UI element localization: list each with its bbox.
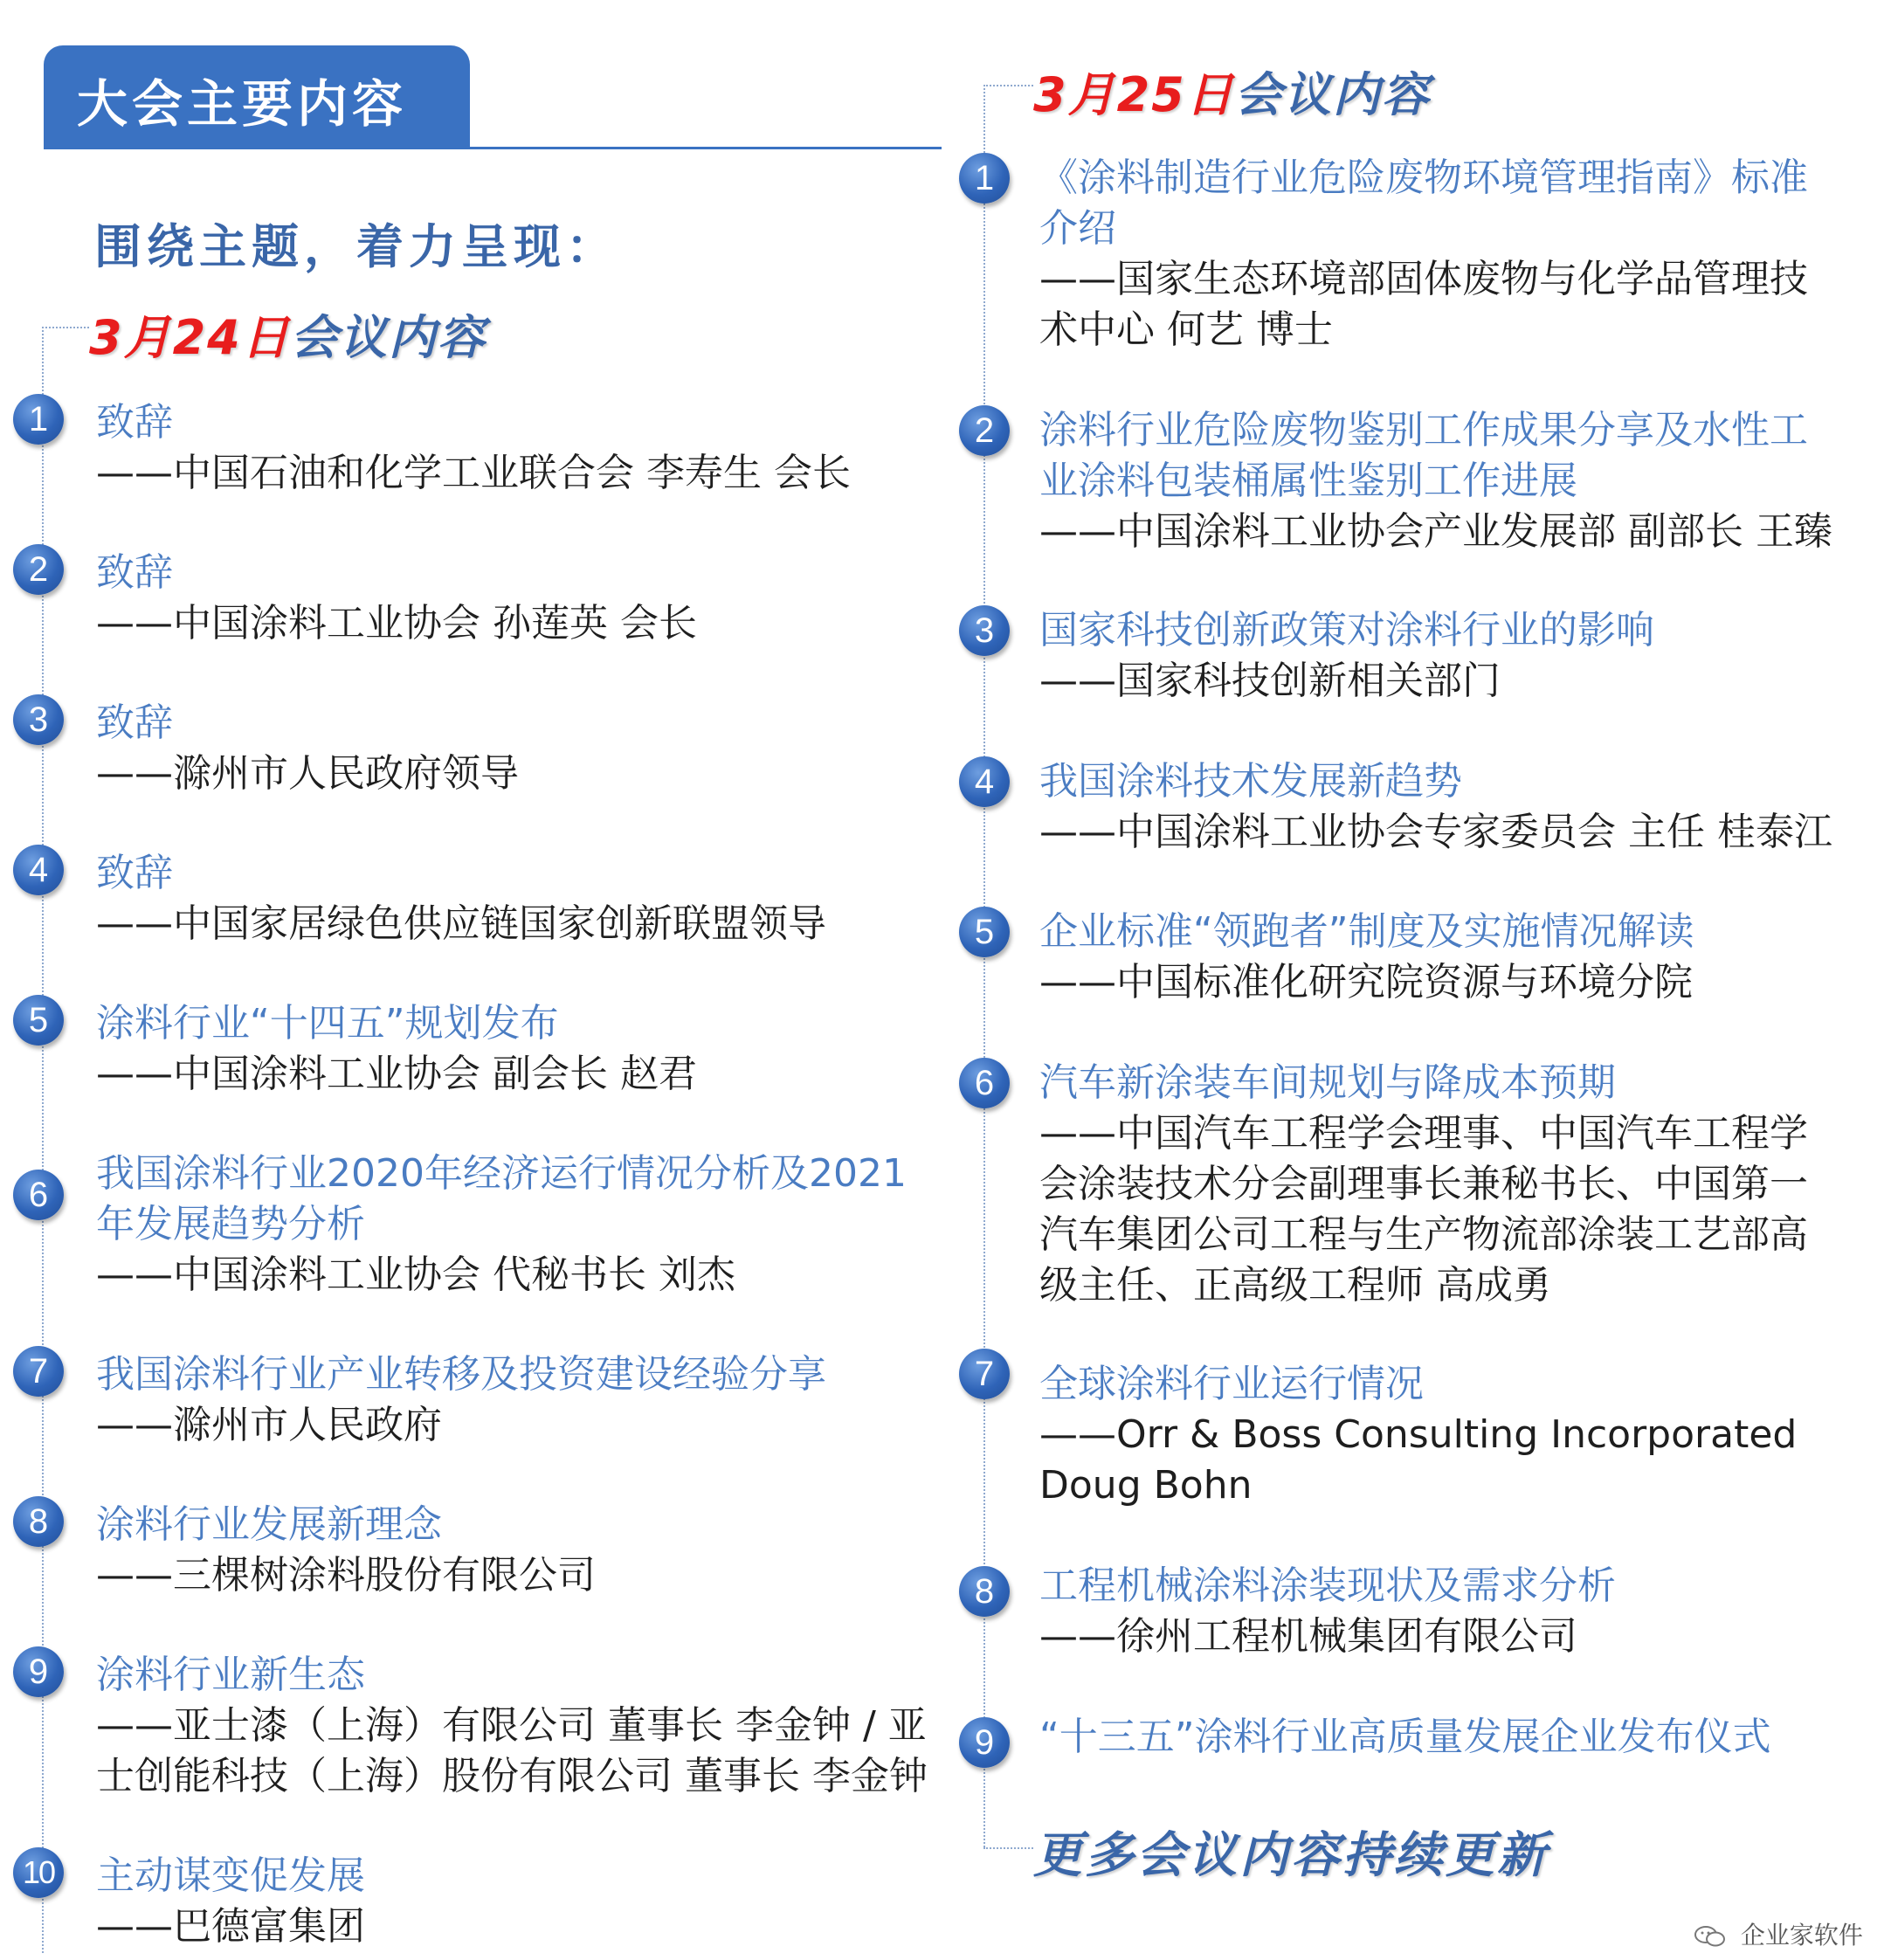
item-speaker: ——中国涂料工业协会专家委员会 主任 桂泰江: [1039, 810, 1832, 854]
item-number-badge: 4: [959, 756, 1010, 807]
item-number-badge: 6: [13, 1170, 64, 1220]
item-speaker: ——国家生态环境部固体废物与化学品管理技术中心 何艺 博士: [1039, 257, 1808, 352]
item-title: 涂料行业“十四五”规划发布: [96, 1001, 559, 1046]
item-number-badge: 9: [959, 1717, 1010, 1768]
item-number-badge: 9: [13, 1646, 64, 1697]
item-number-badge: 10: [13, 1847, 64, 1898]
day1-heading-label: 会议内容: [290, 310, 487, 365]
day2-timeline-connector: [983, 85, 1033, 86]
day1-item: [22, 1851, 935, 1952]
day1-item: [28, 1349, 935, 1451]
item-title: 汽车新涂装车间规划与降成本预期: [1039, 1060, 1616, 1105]
item-title: 企业标准“领跑者”制度及实施情况解读: [1039, 909, 1694, 954]
day2-item: [974, 1561, 1843, 1662]
item-title: 致辞: [96, 550, 173, 595]
day1-heading: [89, 300, 487, 368]
item-title: 我国涂料行业2020年经济运行情况分析及2021年发展趋势分析: [96, 1151, 907, 1246]
item-title: 致辞: [96, 700, 173, 745]
item-number-badge: 2: [959, 405, 1010, 456]
day1-item: [28, 1650, 935, 1802]
item-speaker: ——中国家居绿色供应链国家创新联盟领导: [96, 901, 826, 946]
item-number-badge: 7: [959, 1349, 1010, 1399]
item-speaker: ——中国涂料工业协会 副会长 赵君: [96, 1052, 697, 1096]
item-title: 涂料行业新生态: [96, 1653, 365, 1697]
item-title: “十三五”涂料行业高质量发展企业发布仪式: [1039, 1715, 1771, 1759]
day2-heading: [1033, 58, 1431, 125]
item-title: 致辞: [96, 400, 173, 445]
item-speaker: ——国家科技创新相关部门: [1039, 659, 1501, 703]
item-title: 国家科技创新政策对涂料行业的影响: [1039, 608, 1654, 652]
day1-item: [28, 698, 935, 799]
day1-item: [28, 1149, 935, 1301]
item-number-badge: 7: [13, 1346, 64, 1397]
item-number-badge: 1: [959, 153, 1010, 204]
day1-timeline-connector: [42, 327, 89, 328]
day1-heading-date: 3月24日: [89, 310, 291, 365]
page-title: 大会主要内容: [77, 74, 408, 134]
item-title: 《涂料制造行业危险废物环境管理指南》标准介绍: [1039, 155, 1808, 251]
item-title: 我国涂料行业产业转移及投资建设经验分享: [96, 1352, 826, 1397]
item-speaker: ——中国涂料工业协会 代秘书长 刘杰: [96, 1253, 735, 1297]
day2-item: [974, 907, 1843, 1008]
header-divider: [44, 147, 942, 149]
item-speaker: ——Orr & Boss Consulting Incorporated Doug Bohn: [1039, 1412, 1798, 1508]
day2-timeline-end: [983, 1847, 1033, 1849]
day2-item: [974, 405, 1843, 557]
watermark-text: 企业家软件: [1740, 1921, 1863, 1950]
day2-item: [974, 605, 1843, 707]
item-title: 工程机械涂料涂装现状及需求分析: [1039, 1563, 1616, 1608]
theme-subtitle: 围绕主题，着力呈现：: [94, 219, 618, 274]
item-speaker: ——中国涂料工业协会产业发展部 副部长 王臻: [1039, 509, 1832, 554]
item-number-badge: 8: [959, 1566, 1010, 1617]
day2-heading-date: 3月25日: [1033, 67, 1235, 122]
item-number-badge: 3: [959, 605, 1010, 656]
item-title: 我国涂料技术发展新趋势: [1039, 759, 1462, 804]
day1-item: [28, 1500, 935, 1601]
day1-item: [28, 548, 935, 649]
day2-item: [974, 756, 1843, 858]
item-number-badge: 5: [959, 907, 1010, 957]
item-title: 涂料行业危险废物鉴别工作成果分享及水性工业涂料包装桶属性鉴别工作进展: [1039, 408, 1808, 503]
watermark: [1693, 1916, 1863, 1951]
item-speaker: ——滁州市人民政府领导: [96, 751, 519, 796]
item-speaker: ——徐州工程机械集团有限公司: [1039, 1614, 1577, 1659]
item-speaker: ——中国涂料工业协会 孙莲英 会长: [96, 601, 697, 645]
day2-item: [974, 1058, 1843, 1311]
item-number-badge: 2: [13, 544, 64, 595]
day1-item: [28, 998, 935, 1100]
header-tab: [44, 45, 470, 148]
item-speaker: ——中国标准化研究院资源与环境分院: [1039, 960, 1693, 1004]
item-speaker: ——三棵树涂料股份有限公司: [96, 1553, 596, 1598]
day2-item: [974, 1355, 1843, 1511]
item-title: 全球涂料行业运行情况: [1039, 1362, 1424, 1406]
item-title: 主动谋变促发展: [96, 1853, 365, 1898]
day1-item: [28, 848, 935, 949]
item-title: 致辞: [96, 851, 173, 895]
item-speaker: ——滁州市人民政府: [96, 1403, 442, 1447]
more-updates-note: 更多会议内容持续更新: [1033, 1827, 1549, 1884]
day1-item: [28, 397, 935, 499]
day2-item: [974, 153, 1843, 355]
item-speaker: ——中国汽车工程学会理事、中国汽车工程学会涂装技术分会副理事长兼秘书长、中国第一汽车集团公司工程与生产物流部涂装工艺部高级主任、正高级工程师 高成勇: [1039, 1111, 1808, 1308]
item-number-badge: 5: [13, 995, 64, 1046]
day2-heading-label: 会议内容: [1234, 67, 1431, 122]
item-speaker: ——亚士漆（上海）有限公司 董事长 李金钟 / 亚士创能科技（上海）股份有限公司 董事长 李金钟: [96, 1703, 928, 1798]
day2-item: [974, 1712, 1843, 1763]
item-speaker: ——巴德富集团: [96, 1904, 365, 1949]
item-number-badge: 1: [13, 394, 64, 445]
item-number-badge: 8: [13, 1496, 64, 1547]
wechat-icon: [1693, 1924, 1728, 1949]
item-number-badge: 3: [13, 694, 64, 745]
item-number-badge: 6: [959, 1058, 1010, 1108]
item-speaker: ——中国石油和化学工业联合会 李寿生 会长: [96, 451, 851, 495]
item-number-badge: 4: [13, 845, 64, 895]
item-title: 涂料行业发展新理念: [96, 1502, 442, 1547]
